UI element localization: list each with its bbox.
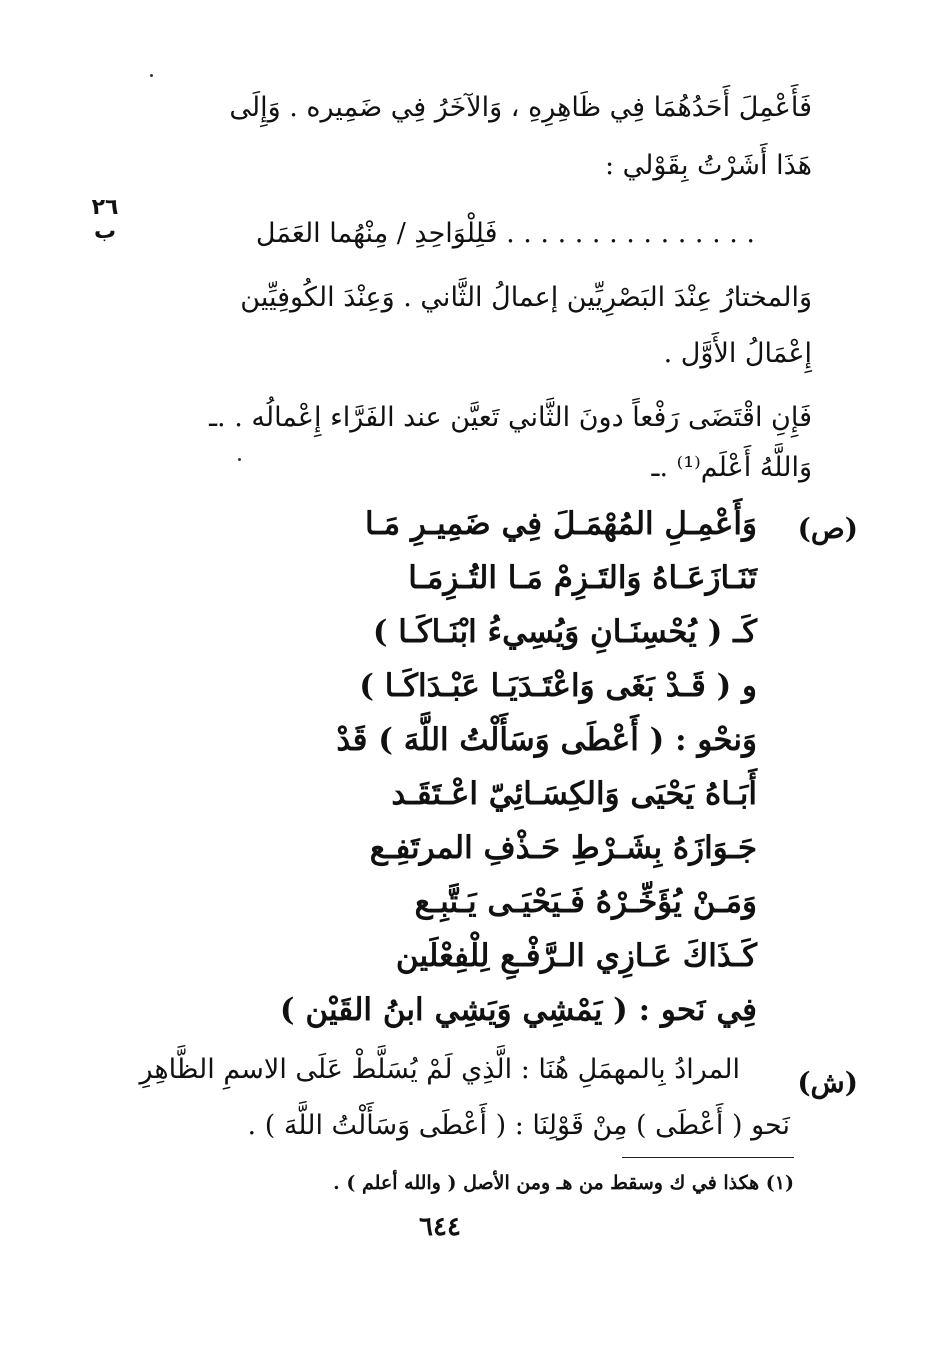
verse-line: و ( قَـدْ بَغَى وَاعْتَـدَيَـا عَبْـدَاكَـا ): [359, 668, 757, 704]
text-line: هَذَا أَشَرْتُ بِقَوْلي :: [604, 150, 812, 181]
folio-number: ٢٦: [91, 195, 119, 220]
verse-marker: (ص): [797, 512, 858, 545]
verse-line: تَنَـازَعَـاهُ وَالتَـزِمْ مَـا التُـزِمَـا: [408, 560, 757, 596]
text-line: إِعْمَالُ الأَوَّل .: [663, 338, 812, 369]
text-line: فَإِنِ اقْتَضَى رَفْعاً دونَ الثَّاني تَعيَّن عند الفَرَّاء إِعْمالُه . .ـ: [209, 402, 812, 433]
verse-line: أَبَـاهُ يَحْيَى وَالكِسَـائِيّ اعْـتَقَـد: [391, 776, 757, 812]
commentary-line: نَحو ( أَعْطَى ) مِنْ قَوْلِنَا : ( أَعْطَى وَسَأَلْتُ اللَّهَ ) .: [247, 1110, 790, 1141]
footnote-separator: [622, 1157, 794, 1158]
verse-line: وَأَعْمِـلِ المُهْمَـلَ فِي ضَمِيـرِ مَـا: [364, 506, 757, 542]
text-line: وَالمختارُ عِنْدَ البَصْرِيِّين إعمالُ الثَّاني . وَعِنْدَ الكُوفِيِّين: [240, 282, 812, 313]
verse-line: وَنحْو : ( أَعْطَى وَسَأَلْتُ اللَّهَ ) قَدْ: [336, 722, 757, 758]
commentary-line: المرادُ بِالمهمَلِ هُنَا : الَّذِي لَمْ يُسَلَّطْ عَلَى الاسمِ الظَّاهِرِ: [139, 1054, 740, 1085]
footnote: (١) هكذا في ك وسقط من هـ ومن الأصل ( والله أعلم ) .: [333, 1172, 794, 1194]
commentary-marker: (ش): [797, 1066, 858, 1099]
print-speck: [238, 458, 241, 461]
page-number: ٦٤٤: [419, 1212, 461, 1242]
verse-line: كَـ ( يُحْسِنَـانِ وَيُسِيءُ ابْنَـاكَـا ): [372, 614, 757, 650]
text-line: فَأَعْمِلَ أَحَدُهُمَا فِي ظَاهِرِهِ ، وَالآخَرُ فِي ضَمِيره . وَإِلَى: [229, 92, 812, 123]
folio-side: ب: [93, 219, 117, 244]
verse-line: فِي نَحو : ( يَمْشِي وَيَشِي ابنُ القَيْن ): [279, 992, 757, 1028]
text-line: وَاللَّهُ أَعْلَم⁽¹⁾ .ـ: [651, 452, 812, 483]
verse-line: وَمَـنْ يُؤَخِّـرْهُ فَـيَحْيَـى يَـتَّبِـع: [414, 884, 757, 920]
print-speck: [150, 74, 153, 77]
margin-folio-note: [88, 196, 122, 244]
verse-line: جَـوَازَهُ بِشَـرْطِ حَـذْفِ المرتَفِـع: [369, 830, 757, 866]
text-line: . . . . . . . . . . . . . . . فَلِلْوَاحِدِ / مِنْهُما العَمَل: [255, 218, 755, 249]
verse-line: كَـذَاكَ عَـازِي الـرَّفْـعِ لِلْفِعْلَين: [395, 938, 757, 974]
